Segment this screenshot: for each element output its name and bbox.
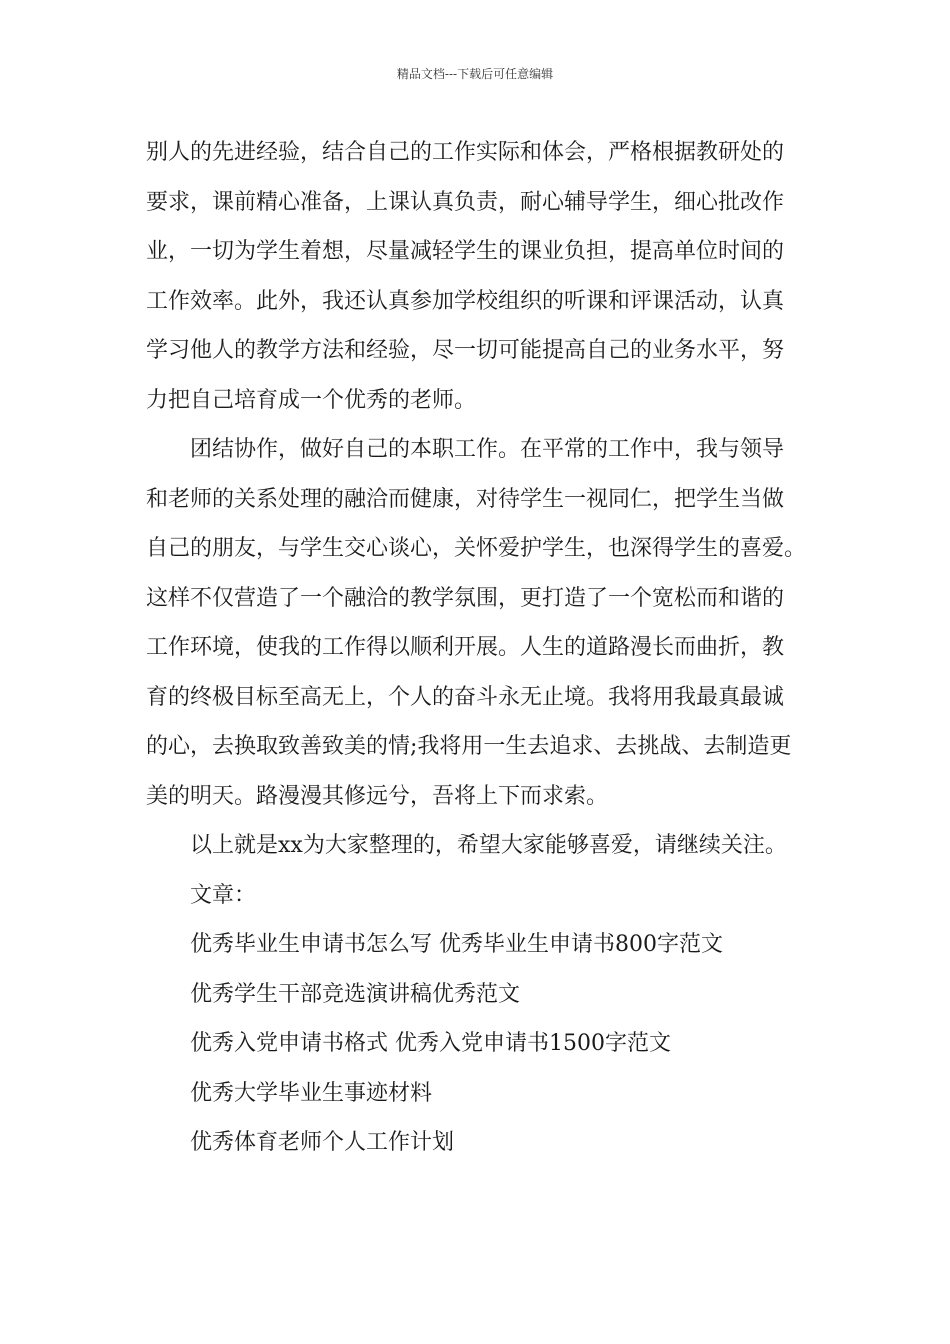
- closing-paragraph: 以上就是xx为大家整理的，希望大家能够喜爱，请继续关注。: [190, 833, 787, 858]
- paragraph-line: 和老师的关系处理的融洽而健康，对待学生一视同仁，把学生当做: [146, 486, 785, 512]
- paragraph-line: 要求，课前精心准备，上课认真负责，耐心辅导学生，细心批改作: [146, 189, 785, 215]
- article-link[interactable]: 优秀学生干部竞选演讲稿优秀范文: [190, 981, 521, 1007]
- article-list: [146, 920, 816, 1168]
- document-body: [146, 128, 816, 1168]
- paragraph-line: 这样不仅营造了一个融洽的教学氛围，更打造了一个宽松而和谐的: [146, 585, 785, 611]
- paragraph-line: 别人的先进经验，结合自己的工作实际和体会，严格根据教研处的: [146, 140, 785, 165]
- paragraph-line: 工作效率。此外，我还认真参加学校组织的听课和评课活动，认真: [146, 288, 785, 314]
- paragraph-line: 学习他人的教学方法和经验，尽一切可能提高自己的业务水平，努: [146, 338, 785, 363]
- paragraph-line: 工作环境，使我的工作得以顺利开展。人生的道路漫长而曲折，教: [146, 635, 785, 660]
- article-link[interactable]: 优秀入党申请书格式 优秀入党申请书1500字范文: [190, 1031, 671, 1056]
- paragraph-line: 力把自己培育成一个优秀的老师。: [146, 387, 477, 413]
- page-header: 精品文档---下载后可任意编辑: [396, 67, 554, 81]
- article-link[interactable]: 优秀毕业生申请书怎么写 优秀毕业生申请书800字范文: [190, 932, 723, 957]
- articles-label: 文章：: [190, 882, 257, 908]
- paragraph-line: 的心，去换取致善致美的情;我将用一生去追求、去挑战、去制造更: [146, 734, 792, 759]
- paragraph-line: 业，一切为学生着想，尽量减轻学生的课业负担，提高单位时间的: [146, 239, 785, 264]
- paragraph-line: 育的终极目标至高无上，个人的奋斗永无止境。我将用我最真最诚: [146, 684, 785, 710]
- paragraph-1: [146, 128, 816, 425]
- paragraph-line: 团结协作，做好自己的本职工作。在平常的工作中，我与领导: [190, 437, 785, 462]
- article-link[interactable]: 优秀体育老师个人工作计划: [190, 1130, 455, 1155]
- paragraph-2: [146, 425, 816, 821]
- paragraph-line: 自己的朋友，与学生交心谈心，关怀爱护学生，也深得学生的喜爱。: [146, 536, 807, 561]
- paragraph-line: 美的明天。路漫漫其修远兮，吾将上下而求索。: [146, 783, 609, 809]
- article-link[interactable]: 优秀大学毕业生事迹材料: [190, 1080, 433, 1106]
